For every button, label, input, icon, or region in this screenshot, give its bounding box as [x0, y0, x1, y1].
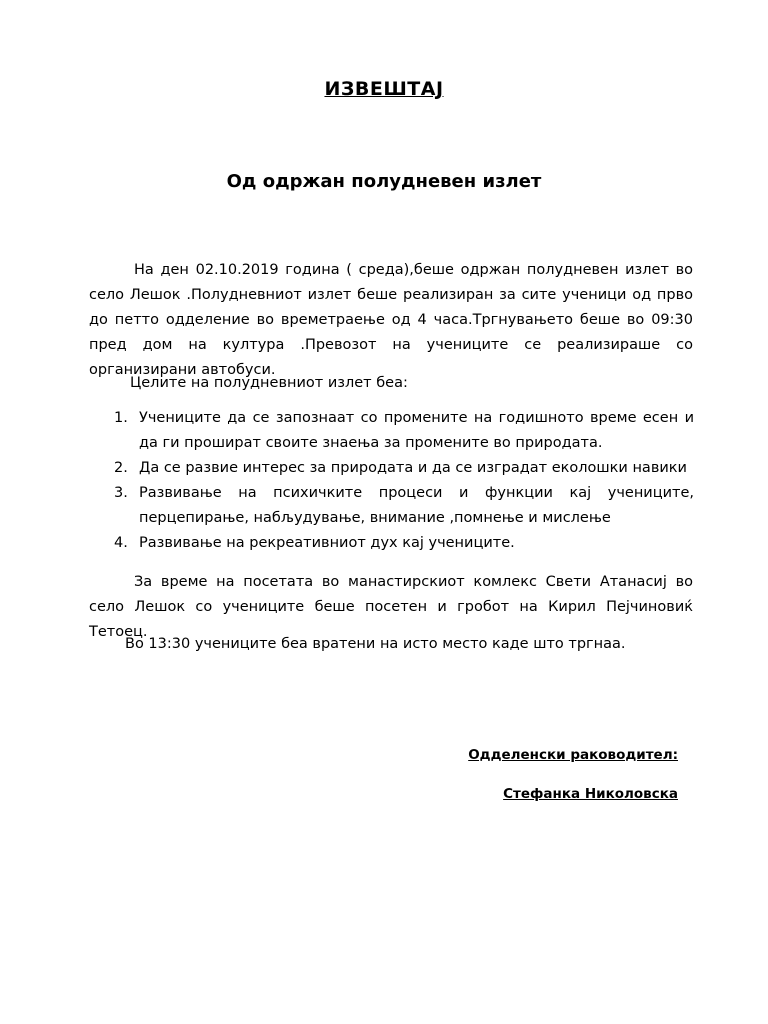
list-item-text: Учениците да се запознаат со промените на годишното време есен и да ги прошират своите знаења за промените во природата. [139, 410, 694, 451]
paragraph-visit: За време на посетата во манастирскиот комлекс Свети Атанасиј во село Лешок со учениците беше посетен и гробот на Кирил Пејчиновиќ Тетоец. [89, 574, 693, 640]
list-item [114, 531, 694, 556]
list-item-text: Развивање на психичките процеси и функции кај учениците, перцепирање, набљудување, внимание ,помнење и мислење [139, 485, 694, 526]
goals-list [114, 406, 694, 556]
list-item [114, 481, 694, 531]
list-item-number: 2. [114, 460, 128, 476]
list-item [114, 406, 694, 456]
list-item-text: Развивање на рекреативниот дух кај учениците. [139, 535, 515, 551]
list-item-number: 3. [114, 485, 128, 501]
document-title: ИЗВЕШТАЈ [324, 78, 444, 100]
goals-intro: Целите на полудневниот излет беа: [130, 375, 408, 391]
paragraph-return: Во 13:30 учениците беа вратени на исто место каде што тргнаа. [125, 636, 626, 652]
paragraph-trip-details: На ден 02.10.2019 година ( среда),беше одржан полудневен излет во село Лешок .Полудневниот излет беше реализиран за сите ученици од прво до петто одделение во времетраење од 4 часа.Тргнувањето беше во 09:30 пред дом на култура .Превозот на учениците се реализираше со организирани автобуси. [89, 262, 693, 378]
signature-role: Одделенски раководител: [468, 747, 678, 763]
list-item-number: 4. [114, 535, 128, 551]
list-item [114, 456, 694, 481]
list-item-number: 1. [114, 410, 128, 426]
signature-name: Стефанка Николовска [503, 786, 678, 802]
list-item-text: Да се развие интерес за природата и да се изградат еколошки навики [139, 460, 687, 476]
document-subtitle: Од одржан полудневен излет [226, 171, 542, 192]
